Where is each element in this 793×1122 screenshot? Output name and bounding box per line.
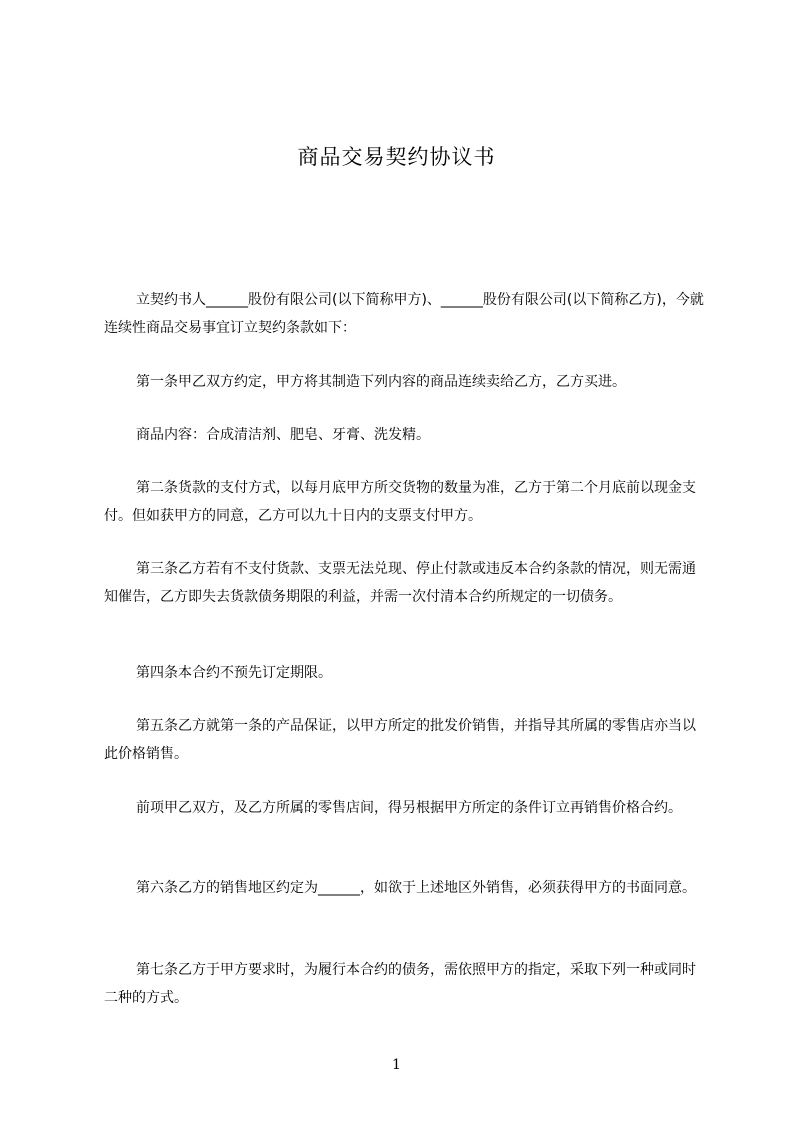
page-number: 1 [392,1057,401,1073]
paragraph-goods-content: 商品内容：合成清洁剂、肥皂、牙膏、洗发精。 [136,427,430,443]
paragraph-article-5: 第五条乙方就第一条的产品保证，以甲方所定的批发价销售，并指导其所属的零售店亦当以此价格销售。 [104,718,696,762]
paragraph-article-1: 第一条甲乙双方约定，甲方将其制造下列内容的商品连续卖给乙方，乙方买进。 [136,374,626,390]
paragraph-article-2: 第二条货款的支付方式，以每月底甲方所交货物的数量为准，乙方于第二个月底前以现金支付。但如获甲方的同意，乙方可以九十日内的支票支付甲方。 [104,480,696,524]
paragraph-preamble: 立契约书人______股份有限公司(以下简称甲方)、______股份有限公司(以下简称乙方)，今就连续性商品交易事宜订立契约条款如下： [104,292,704,336]
paragraph-article-5-clause: 前项甲乙双方，及乙方所属的零售店间，得另根据甲方所定的条件订立再销售价格合约。 [136,800,682,816]
document-title: 商品交易契约协议书 [297,145,496,169]
paragraph-article-7: 第七条乙方于甲方要求时，为履行本合约的债务，需依照甲方的指定，采取下列一种或同时二种的方式。 [104,962,696,1006]
paragraph-article-3: 第三条乙方若有不支付货款、支票无法兑现、停止付款或违反本合约条款的情况，则无需通知催告，乙方即失去货款债务期限的利益，并需一次付清本合约所规定的一切债务。 [104,561,696,605]
paragraph-article-6: 第六条乙方的销售地区约定为______，如欲于上述地区外销售，必须获得甲方的书面同意。 [136,880,696,896]
paragraph-article-4: 第四条本合约不预先订定期限。 [136,665,332,681]
